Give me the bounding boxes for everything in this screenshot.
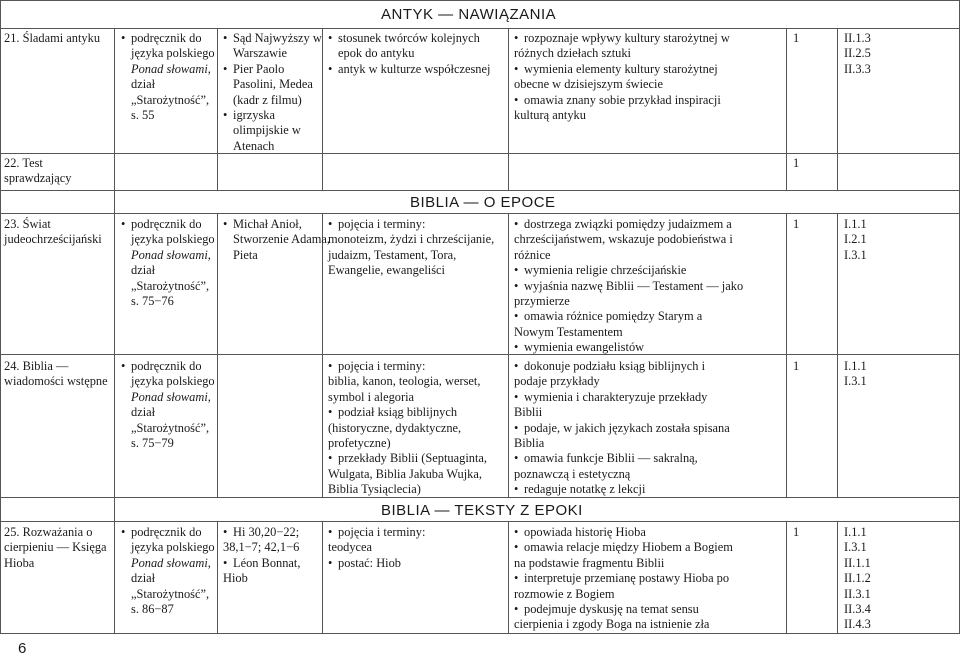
source-line: języka polskiego	[131, 46, 215, 61]
code-line: II.3.3	[844, 61, 871, 76]
code-line: I.3.1	[844, 540, 867, 555]
row-23-hours: 1	[793, 217, 800, 231]
column-divider	[322, 28, 323, 191]
column-divider	[0, 0, 1, 634]
row-23-goals	[514, 217, 743, 356]
goal-line: chrześcijaństwem, wskazuje podobieństwa i	[514, 232, 733, 247]
content-line: • postać: Hiob	[328, 556, 425, 571]
content-line: • pojęcia i terminy:	[328, 525, 425, 540]
content-line: • przekłady Biblii (Septuaginta,	[328, 451, 487, 466]
source-line: • podręcznik do	[121, 525, 215, 540]
code-line: II.1.3	[844, 31, 871, 45]
text-line: • Michał Anioł,	[223, 217, 330, 232]
section-header-antyk: ANTYK — NAWIĄZANIA	[381, 6, 557, 23]
text-line: Atenach	[233, 138, 275, 153]
goal-line: • omawia relacje między Hiobem a Bogiem	[514, 540, 733, 555]
source-line: Ponad słowami,	[131, 61, 211, 76]
topic-line: 22. Test	[4, 156, 43, 170]
content-line: • stosunek twórców kolejnych	[328, 31, 490, 46]
content-line: judaizm, Testament, Tora,	[328, 247, 457, 262]
goal-line: różnice	[514, 247, 551, 262]
goal-line: • redaguje notatkę z lekcji	[514, 482, 730, 497]
goal-line: • opowiada historię Hioba	[514, 525, 733, 540]
goal-line: • wymienia i charakteryzuje przekłady	[514, 390, 730, 405]
topic-line: cierpieniu — Księga	[4, 540, 107, 555]
row-22-hours: 1	[793, 156, 800, 170]
row-divider	[0, 153, 960, 154]
row-23-content	[328, 217, 494, 279]
code-line: II.1.2	[844, 571, 871, 586]
source-line: s. 75−79	[131, 436, 174, 451]
source-line: „Starożytność”,	[131, 586, 210, 601]
text-line: Pieta	[233, 247, 258, 262]
row-23-topic	[4, 217, 102, 248]
row-24-content	[328, 359, 487, 498]
goal-line: • wyjaśnia nazwę Biblii — Testament — jako	[514, 279, 743, 294]
goal-line: Nowym Testamentem	[514, 324, 623, 339]
goal-line: • rozpoznaje wpływy kultury starożytnej w	[514, 31, 730, 46]
goal-line: • podaje, w jakich językach została spisana	[514, 421, 730, 436]
source-line: s. 86−87	[131, 602, 174, 617]
source-line: dział	[131, 571, 156, 586]
goal-line: Biblia	[514, 436, 545, 451]
row-25-source	[121, 525, 215, 617]
code-line: I.3.1	[844, 374, 867, 389]
row-24-source	[121, 359, 215, 451]
column-divider	[114, 28, 115, 634]
column-divider	[217, 28, 218, 191]
goal-line: poznawczą i estetyczną	[514, 466, 631, 481]
topic-line: 24. Biblia —	[4, 359, 69, 373]
section-header-biblia-epoka: BIBLIA — O EPOCE	[410, 194, 556, 211]
row-divider	[0, 190, 960, 191]
source-line: Ponad słowami,	[131, 247, 211, 262]
column-divider	[786, 521, 787, 634]
text-line: Pasolini, Medea	[233, 77, 313, 92]
source-line: języka polskiego	[131, 540, 215, 555]
source-line: dział	[131, 405, 156, 420]
topic-line: 25. Rozważania o	[4, 525, 93, 539]
page-number: 6	[18, 640, 27, 657]
section-header-biblia-teksty: BIBLIA — TEKSTY Z EPOKI	[381, 502, 583, 519]
code-line: I.2.1	[844, 232, 867, 247]
goal-line: na podstawie fragmentu Biblii	[514, 555, 665, 570]
source-line: s. 75−76	[131, 294, 174, 309]
goal-line: • wymienia ewangelistów	[514, 340, 743, 355]
row-divider	[0, 0, 960, 1]
column-divider	[508, 521, 509, 634]
column-divider	[786, 28, 787, 191]
text-line: • Pier Paolo	[223, 62, 322, 77]
goal-line: • omawia różnice pomiędzy Starym a	[514, 309, 743, 324]
text-line: Stworzenie Adama,	[233, 232, 331, 247]
text-line: Warszawie	[233, 46, 288, 61]
goal-line: obecne w dzisiejszym świecie	[514, 77, 663, 92]
goal-line: • wymienia religie chrześcijańskie	[514, 263, 743, 278]
row-divider	[0, 521, 960, 522]
column-divider	[508, 213, 509, 498]
topic-line: 21. Śladami antyku	[4, 31, 101, 45]
source-line: „Starożytność”,	[131, 420, 210, 435]
source-line: s. 55	[131, 108, 155, 123]
source-line: Ponad słowami,	[131, 555, 211, 570]
goal-line: • omawia znany sobie przykład inspiracji	[514, 93, 730, 108]
source-line: języka polskiego	[131, 232, 215, 247]
topic-line: sprawdzający	[4, 171, 72, 186]
content-line: profetyczne)	[328, 436, 391, 451]
content-line: • pojęcia i terminy:	[328, 217, 494, 232]
text-line: • Léon Bonnat,	[223, 556, 300, 571]
row-21-hours: 1	[793, 31, 800, 45]
goal-line: rozmowie z Bogiem	[514, 586, 615, 601]
code-line: II.3.1	[844, 586, 871, 601]
text-line: (kadr z filmu)	[233, 92, 302, 107]
column-divider	[217, 213, 218, 498]
text-line: • Sąd Najwyższy w	[223, 31, 322, 46]
content-line: (historyczne, dydaktyczne,	[328, 420, 462, 435]
row-21-codes	[844, 31, 871, 77]
row-25-content	[328, 525, 425, 571]
code-line: I.3.1	[844, 247, 867, 262]
row-24-hours: 1	[793, 359, 800, 373]
content-line: • podział ksiąg biblijnych	[328, 405, 487, 420]
topic-line: judeochrześcijański	[4, 232, 102, 247]
goal-line: cierpienia i zgody Boga na istnienie zła	[514, 617, 710, 632]
content-line: Ewangelie, ewangeliści	[328, 263, 445, 278]
goal-line: • interpretuje przemianę postawy Hioba po	[514, 571, 733, 586]
source-line: Ponad słowami,	[131, 389, 211, 404]
row-divider	[0, 633, 960, 634]
row-23-codes	[844, 217, 867, 263]
row-23-texts	[223, 217, 330, 263]
row-divider	[0, 354, 960, 355]
row-21-goals	[514, 31, 730, 123]
content-line: epok do antyku	[338, 46, 415, 61]
code-line: II.4.3	[844, 617, 871, 632]
column-divider	[322, 521, 323, 634]
column-divider	[837, 521, 838, 634]
goal-line: • dostrzega związki pomiędzy judaizmem a	[514, 217, 743, 232]
row-21-source	[121, 31, 215, 123]
source-line: dział	[131, 263, 156, 278]
row-24-codes	[844, 359, 867, 390]
content-line: Biblia Tysiąclecia)	[328, 482, 421, 497]
column-divider	[837, 28, 838, 191]
row-25-hours: 1	[793, 525, 800, 539]
row-25-texts	[223, 525, 300, 587]
row-22-topic	[4, 156, 71, 187]
source-line: języka polskiego	[131, 374, 215, 389]
column-divider	[508, 28, 509, 191]
source-line: dział	[131, 77, 156, 92]
content-line: teodycea	[328, 540, 373, 555]
row-divider	[0, 213, 960, 214]
source-line: „Starożytność”,	[131, 92, 210, 107]
row-25-codes	[844, 525, 871, 633]
row-24-goals	[514, 359, 730, 498]
row-23-source	[121, 217, 215, 309]
goal-line: kulturą antyku	[514, 108, 586, 123]
code-line: II.2.5	[844, 46, 871, 61]
row-24-topic	[4, 359, 108, 390]
row-21-topic	[4, 31, 100, 46]
text-line: 38,1−7; 42,1−6	[223, 540, 300, 555]
row-25-goals	[514, 525, 733, 633]
source-line: • podręcznik do	[121, 217, 215, 232]
topic-line: Hioba	[4, 555, 35, 570]
goal-line: podaje przykłady	[514, 374, 600, 389]
content-line: Wulgata, Biblia Jakuba Wujka,	[328, 466, 482, 481]
text-line: • Hi 30,20−22;	[223, 525, 300, 540]
row-divider	[0, 28, 960, 29]
topic-line: wiadomości wstępne	[4, 374, 108, 389]
goal-line: • omawia funkcje Biblii — sakralną,	[514, 451, 730, 466]
column-divider	[217, 521, 218, 634]
row-21-content	[328, 31, 490, 77]
content-line: biblia, kanon, teologia, werset,	[328, 374, 481, 389]
code-line: II.3.4	[844, 602, 871, 617]
source-line: • podręcznik do	[121, 31, 215, 46]
text-line: olimpijskie w	[233, 123, 301, 138]
column-divider	[786, 213, 787, 498]
code-line: I.1.1	[844, 525, 867, 539]
code-line: II.1.1	[844, 555, 871, 570]
text-line: Hiob	[223, 571, 248, 586]
code-line: I.1.1	[844, 217, 867, 231]
goal-line: • wymienia elementy kultury starożytnej	[514, 62, 730, 77]
content-line: symbol i alegoria	[328, 389, 415, 404]
topic-line: 23. Świat	[4, 217, 51, 231]
goal-line: różnych dziełach sztuki	[514, 46, 631, 61]
goal-line: Biblii	[514, 405, 543, 420]
goal-line: • dokonuje podziału ksiąg biblijnych i	[514, 359, 730, 374]
content-line: • antyk w kulturze współczesnej	[328, 62, 490, 77]
text-line: • igrzyska	[223, 108, 322, 123]
row-25-topic	[4, 525, 107, 571]
source-line: „Starożytność”,	[131, 278, 210, 293]
column-divider	[837, 213, 838, 498]
goal-line: • podejmuje dyskusję na temat sensu	[514, 602, 733, 617]
row-21-texts	[223, 31, 322, 154]
content-line: monoteizm, żydzi i chrześcijanie,	[328, 232, 495, 247]
goal-line: przymierze	[514, 294, 570, 309]
content-line: • pojęcia i terminy:	[328, 359, 487, 374]
source-line: • podręcznik do	[121, 359, 215, 374]
code-line: I.1.1	[844, 359, 867, 373]
